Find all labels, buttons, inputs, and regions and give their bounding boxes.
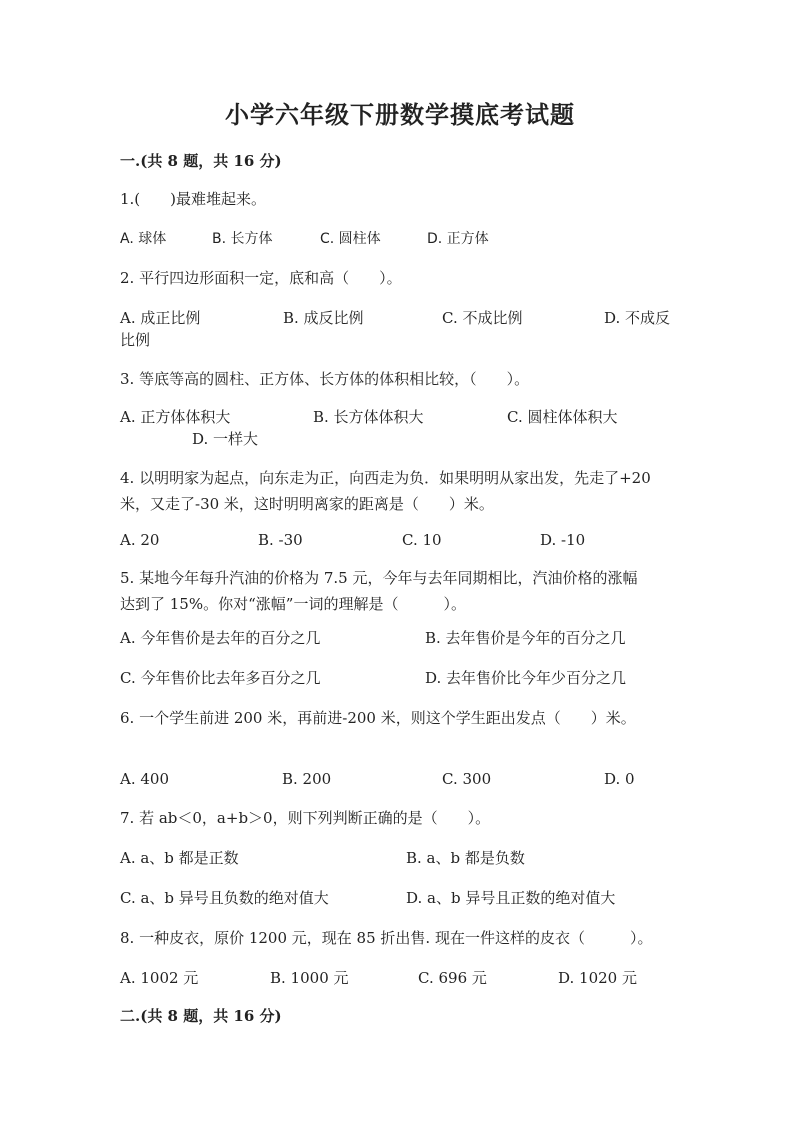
q5-stem-line-1: 5. 某地今年每升汽油的价格为 7.5 元，今年与去年同期相比，汽油价格的涨幅 [120,569,638,587]
question-3-stem: 3. 等底等高的圆柱、正方体、长方体的体积相比较，（ ）。 [120,370,530,388]
q6-option-d: D. 0 [604,770,635,788]
q2-option-b: B. 成反比例 [283,309,364,327]
question-4-stem [120,465,685,517]
q2-option-c: C. 不成比例 [442,309,523,327]
question-6-stem: 6. 一个学生前进 200 米，再前进-200 米，则这个学生距出发点（ ）米。 [120,709,636,727]
question-7-stem: 7. 若 ab＜0，a+b＞0，则下列判断正确的是（ ）。 [120,809,491,827]
q1-option-a: A. 球体 [120,231,167,247]
q1-option-b: B. 长方体 [212,231,273,247]
q3-option-c: C. 圆柱体体积大 [507,408,618,426]
q7-option-b: B. a、b 都是负数 [406,849,525,867]
q5-stem-line-2: 达到了 15%。你对“涨幅”一词的理解是（ ）。 [120,595,466,613]
q4-option-a: A. 20 [120,531,160,549]
q3-option-d: D. 一样大 [192,430,259,448]
q7-option-a: A. a、b 都是正数 [120,849,239,867]
q2-option-a: A. 成正比例 [120,309,201,327]
q8-option-a: A. 1002 元 [120,969,199,987]
q4-stem-line-2: 米，又走了-30 米，这时明明离家的距离是（ ）米。 [120,495,494,513]
q8-option-b: B. 1000 元 [270,969,349,987]
q4-option-c: C. 10 [402,531,442,549]
q2-option-d: D. 不成反 [604,309,671,327]
q2-option-d-wrap: 比例 [120,331,151,349]
q3-option-b: B. 长方体体积大 [313,408,424,426]
q4-option-d: D. -10 [540,531,586,549]
q6-option-c: C. 300 [442,770,492,788]
q5-option-d: D. 去年售价比今年少百分之几 [425,669,627,687]
q5-option-c: C. 今年售价比去年多百分之几 [120,669,321,687]
q5-option-a: A. 今年售价是去年的百分之几 [120,629,321,647]
section-heading-2: 二.(共 8 题，共 16 分) [120,1007,282,1025]
q6-option-a: A. 400 [120,770,169,788]
section-heading-1: 一.(共 8 题，共 16 分) [120,152,282,170]
q1-option-c: C. 圆柱体 [320,231,381,247]
q4-stem-line-1: 4. 以明明家为起点，向东走为正，向西走为负．如果明明从家出发，先走了+20 [120,469,651,487]
q8-option-c: C. 696 元 [418,969,487,987]
q3-option-a: A. 正方体体积大 [120,408,231,426]
q6-option-b: B. 200 [282,770,332,788]
exam-title: 小学六年级下册数学摸底考试题 [225,100,575,129]
q8-option-d: D. 1020 元 [558,969,637,987]
q5-option-b: B. 去年售价是今年的百分之几 [425,629,626,647]
question-5-stem [120,565,685,617]
question-1-stem: 1.( )最难堆起来。 [120,190,267,208]
question-8-stem: 8. 一种皮衣，原价 1200 元，现在 85 折出售. 现在一件这样的皮衣（ ）。 [120,929,653,947]
q7-option-c: C. a、b 异号且负数的绝对值大 [120,889,329,907]
q7-option-d: D. a、b 异号且正数的绝对值大 [406,889,616,907]
q4-option-b: B. -30 [258,531,303,549]
q1-option-d: D. 正方体 [427,231,489,247]
question-2-stem: 2. 平行四边形面积一定，底和高（ ）。 [120,269,402,287]
